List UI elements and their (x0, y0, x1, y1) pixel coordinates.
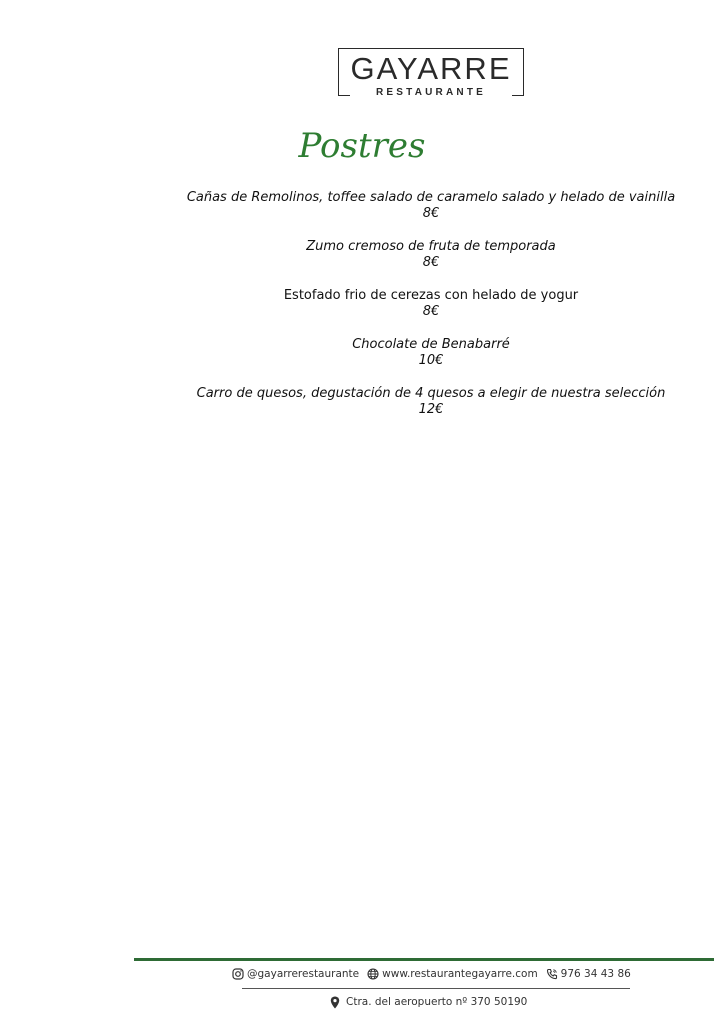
section-title: Postres (298, 126, 426, 166)
footer-divider-green (134, 958, 714, 961)
footer-divider-gray (242, 988, 630, 989)
phone-number: 976 34 43 86 (560, 968, 631, 980)
dessert-menu (140, 190, 722, 435)
menu-item-name: Estofado frio de cerezas con helado de yogur (283, 288, 579, 303)
menu-item-price: 10€ (418, 353, 444, 368)
instagram-icon (232, 968, 244, 980)
phone-icon (546, 968, 558, 980)
footer-instagram[interactable] (232, 968, 359, 980)
menu-item-price: 8€ (422, 206, 440, 221)
menu-item-name: Zumo cremoso de fruta de temporada (306, 239, 556, 254)
menu-item (140, 386, 722, 418)
menu-item-name: Chocolate de Benabarré (352, 337, 510, 352)
menu-item (140, 288, 722, 320)
footer-contacts (232, 966, 652, 982)
logo-name: GAYARRE (350, 51, 512, 86)
instagram-handle: @gayarrerestaurante (247, 968, 360, 980)
menu-item-name: Carro de quesos, degustación de 4 quesos a elegir de nuestra selección (196, 386, 666, 401)
footer-address (330, 994, 527, 1010)
logo-subtitle: RESTAURANTE (350, 86, 512, 100)
menu-item-price: 8€ (422, 304, 440, 319)
address-text: Ctra. del aeropuerto nº 370 50190 (346, 996, 528, 1008)
restaurant-logo (338, 48, 524, 96)
globe-icon (367, 968, 379, 980)
location-pin-icon (330, 996, 340, 1009)
menu-item-price: 12€ (418, 402, 444, 417)
website-url: www.restaurantegayarre.com (382, 968, 538, 980)
menu-item (140, 239, 722, 271)
menu-item-price: 8€ (422, 255, 440, 270)
menu-item (140, 337, 722, 369)
menu-item (140, 190, 722, 222)
footer-phone[interactable] (546, 968, 631, 980)
menu-item-name: Cañas de Remolinos, toffee salado de caramelo salado y helado de vainilla (186, 190, 676, 205)
footer-website[interactable] (367, 968, 538, 980)
